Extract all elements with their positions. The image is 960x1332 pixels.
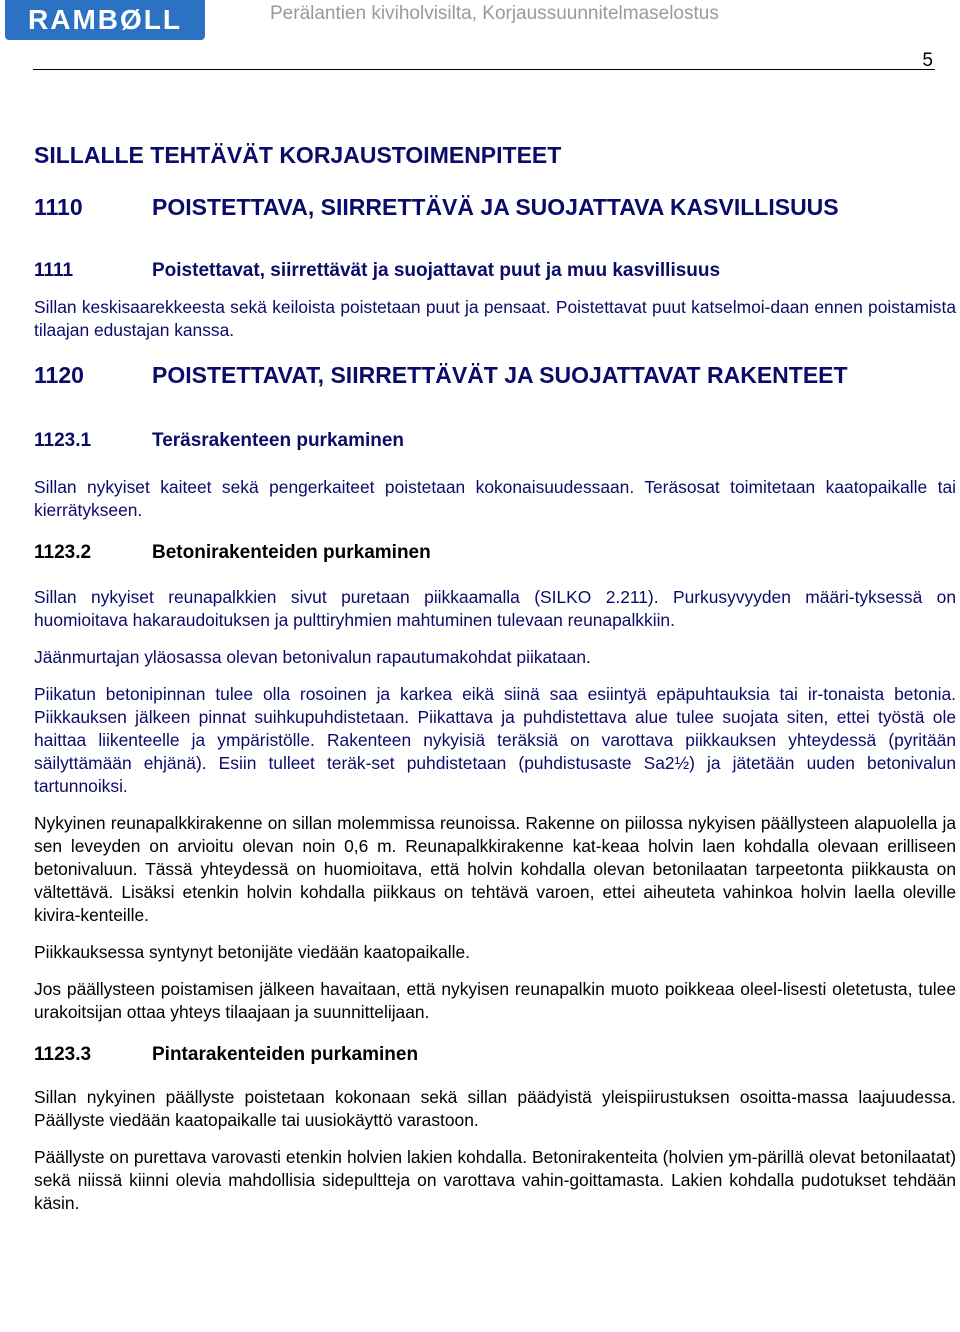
paragraph: Piikkauksessa syntynyt betonijäte viedään kaatopaikalle.: [34, 942, 470, 962]
section-title: POISTETTAVA, SIIRRETTÄVÄ JA SUOJATTAVA KASVILLISUUS: [152, 194, 839, 220]
header-divider: [33, 69, 935, 70]
paragraph: Nykyinen reunapalkkirakenne on sillan molemmissa reunoissa. Rakenne on piilossa nykyisen päällysteen alapuolella ja sen leveyden on arvioitu olevan noin 0,6 m. Reunapalkkirakenne kat-keaa holvin laen kohdalla olevaan erilliseen betonivaluun. Tässä yhteydessä on huomioitava, että holvin kohdalla olevan betonilaatan tarpeetonta piikkausta on vältettävä. Lisäksi etenkin holvin kohdalla piikkaus on tehtävä varoen, ettei aiheuteta vahinkoa holvin laella oleville kivira-kenteille.: [34, 813, 956, 925]
section-number: 1123.3: [34, 1044, 92, 1065]
section-title: Betonirakenteiden purkaminen: [152, 542, 431, 563]
rambol-logo: [5, 0, 205, 40]
section-1120-heading: [34, 360, 956, 390]
paragraph: Päällyste on purettava varovasti etenkin holvien lakien kohdalla. Betonirakenteita (holvien ym-pärillä olevat betonilaatat) sekä niissä kiinni olevia mahdollisia sidepultteja on varottava vahin-goittamasta. Lakien kohdalla pudotukset tehdään käsin.: [34, 1147, 956, 1213]
section-1123-3-heading: [34, 1042, 956, 1068]
paragraph: Jäänmurtajan yläosassa olevan betonivalun rapautumakohdat piikataan.: [34, 647, 591, 667]
section-title: Teräsrakenteen purkaminen: [152, 430, 405, 451]
paragraph: Sillan nykyiset reunapalkkien sivut puretaan piikkaamalla (SILKO 2.211). Purkusyvyyden määri-tyksessä on huomioitava hakaraudoituksen ja pulttiryhmien mahtuminen tulevaan reunapalkkiin.: [34, 587, 956, 630]
section-title: Poistettavat, siirrettävät ja suojattavat puut ja muu kasvillisuus: [152, 260, 721, 281]
document-title: Perälantien kiviholvisilta, Korjaussuunnitelmaselostus: [270, 3, 719, 24]
section-1123-2-heading: [34, 540, 956, 566]
section-title: POISTETTAVAT, SIIRRETTÄVÄT JA SUOJATTAVAT RAKENTEET: [152, 362, 848, 388]
section-number: 1111: [34, 260, 74, 281]
section-number: 1123.2: [34, 542, 92, 563]
paragraph: Sillan nykyinen päällyste poistetaan kokonaan sekä sillan päädyistä yleispiirustuksen osoitta-massa laajuudessa. Päällyste viedään kaatopaikalle tai uusiokäyttö varastoon.: [34, 1087, 956, 1130]
paragraph: Piikatun betonipinnan tulee olla rosoinen ja karkea eikä siinä saa esiintyä epäpuhtauksia tai ir-tonaista betonia. Piikkauksen jälkeen pinnat suihkupuhdistetaan. Piikattava ja puhdistettava alue tulee suojata siten, ettei työstä ole haittaa liikenteelle ja ympäristölle. Rakenteen nykyisiä teräksiä on varottava piikkauksen yhteydessä (pyritään säilyttämään ehjänä). Esiin tulleet teräk-set puhdistetaan (puhdistusaste Sa2½) ja jätetään uuden betonivalun tartunnoiksi.: [34, 684, 956, 796]
section-1123-1-heading: [34, 428, 956, 454]
main-heading: SILLALLE TEHTÄVÄT KORJAUSTOIMENPITEET: [34, 142, 562, 168]
paragraph: Jos päällysteen poistamisen jälkeen havaitaan, että nykyisen reunapalkin muoto poikkeaa oleel-lisesti oletetusta, tulee urakoitsijan ottaa yhteys tilaajaan ja suunnittelijaan.: [34, 979, 956, 1022]
section-number: 1110: [34, 194, 83, 220]
document-body: [34, 140, 956, 1215]
section-1110-heading: [34, 192, 956, 222]
paragraph: Sillan nykyiset kaiteet sekä pengerkaiteet poistetaan kokonaisuudessaan. Teräsosat toimitetaan kaatopaikalle tai kierrätykseen.: [34, 477, 956, 520]
section-1111-heading: [34, 258, 956, 284]
section-number: 1120: [34, 362, 84, 388]
logo-text: RAMBØLL: [28, 4, 182, 35]
section-title: Pintarakenteiden purkaminen: [152, 1044, 419, 1065]
page-number: 5: [922, 50, 933, 71]
section-number: 1123.1: [34, 430, 92, 451]
paragraph: Sillan keskisaarekkeesta sekä keiloista poistetaan puut ja pensaat. Poistettavat puut katselmoi-daan ennen poistamista tilaajan edustajan kanssa.: [34, 297, 956, 340]
